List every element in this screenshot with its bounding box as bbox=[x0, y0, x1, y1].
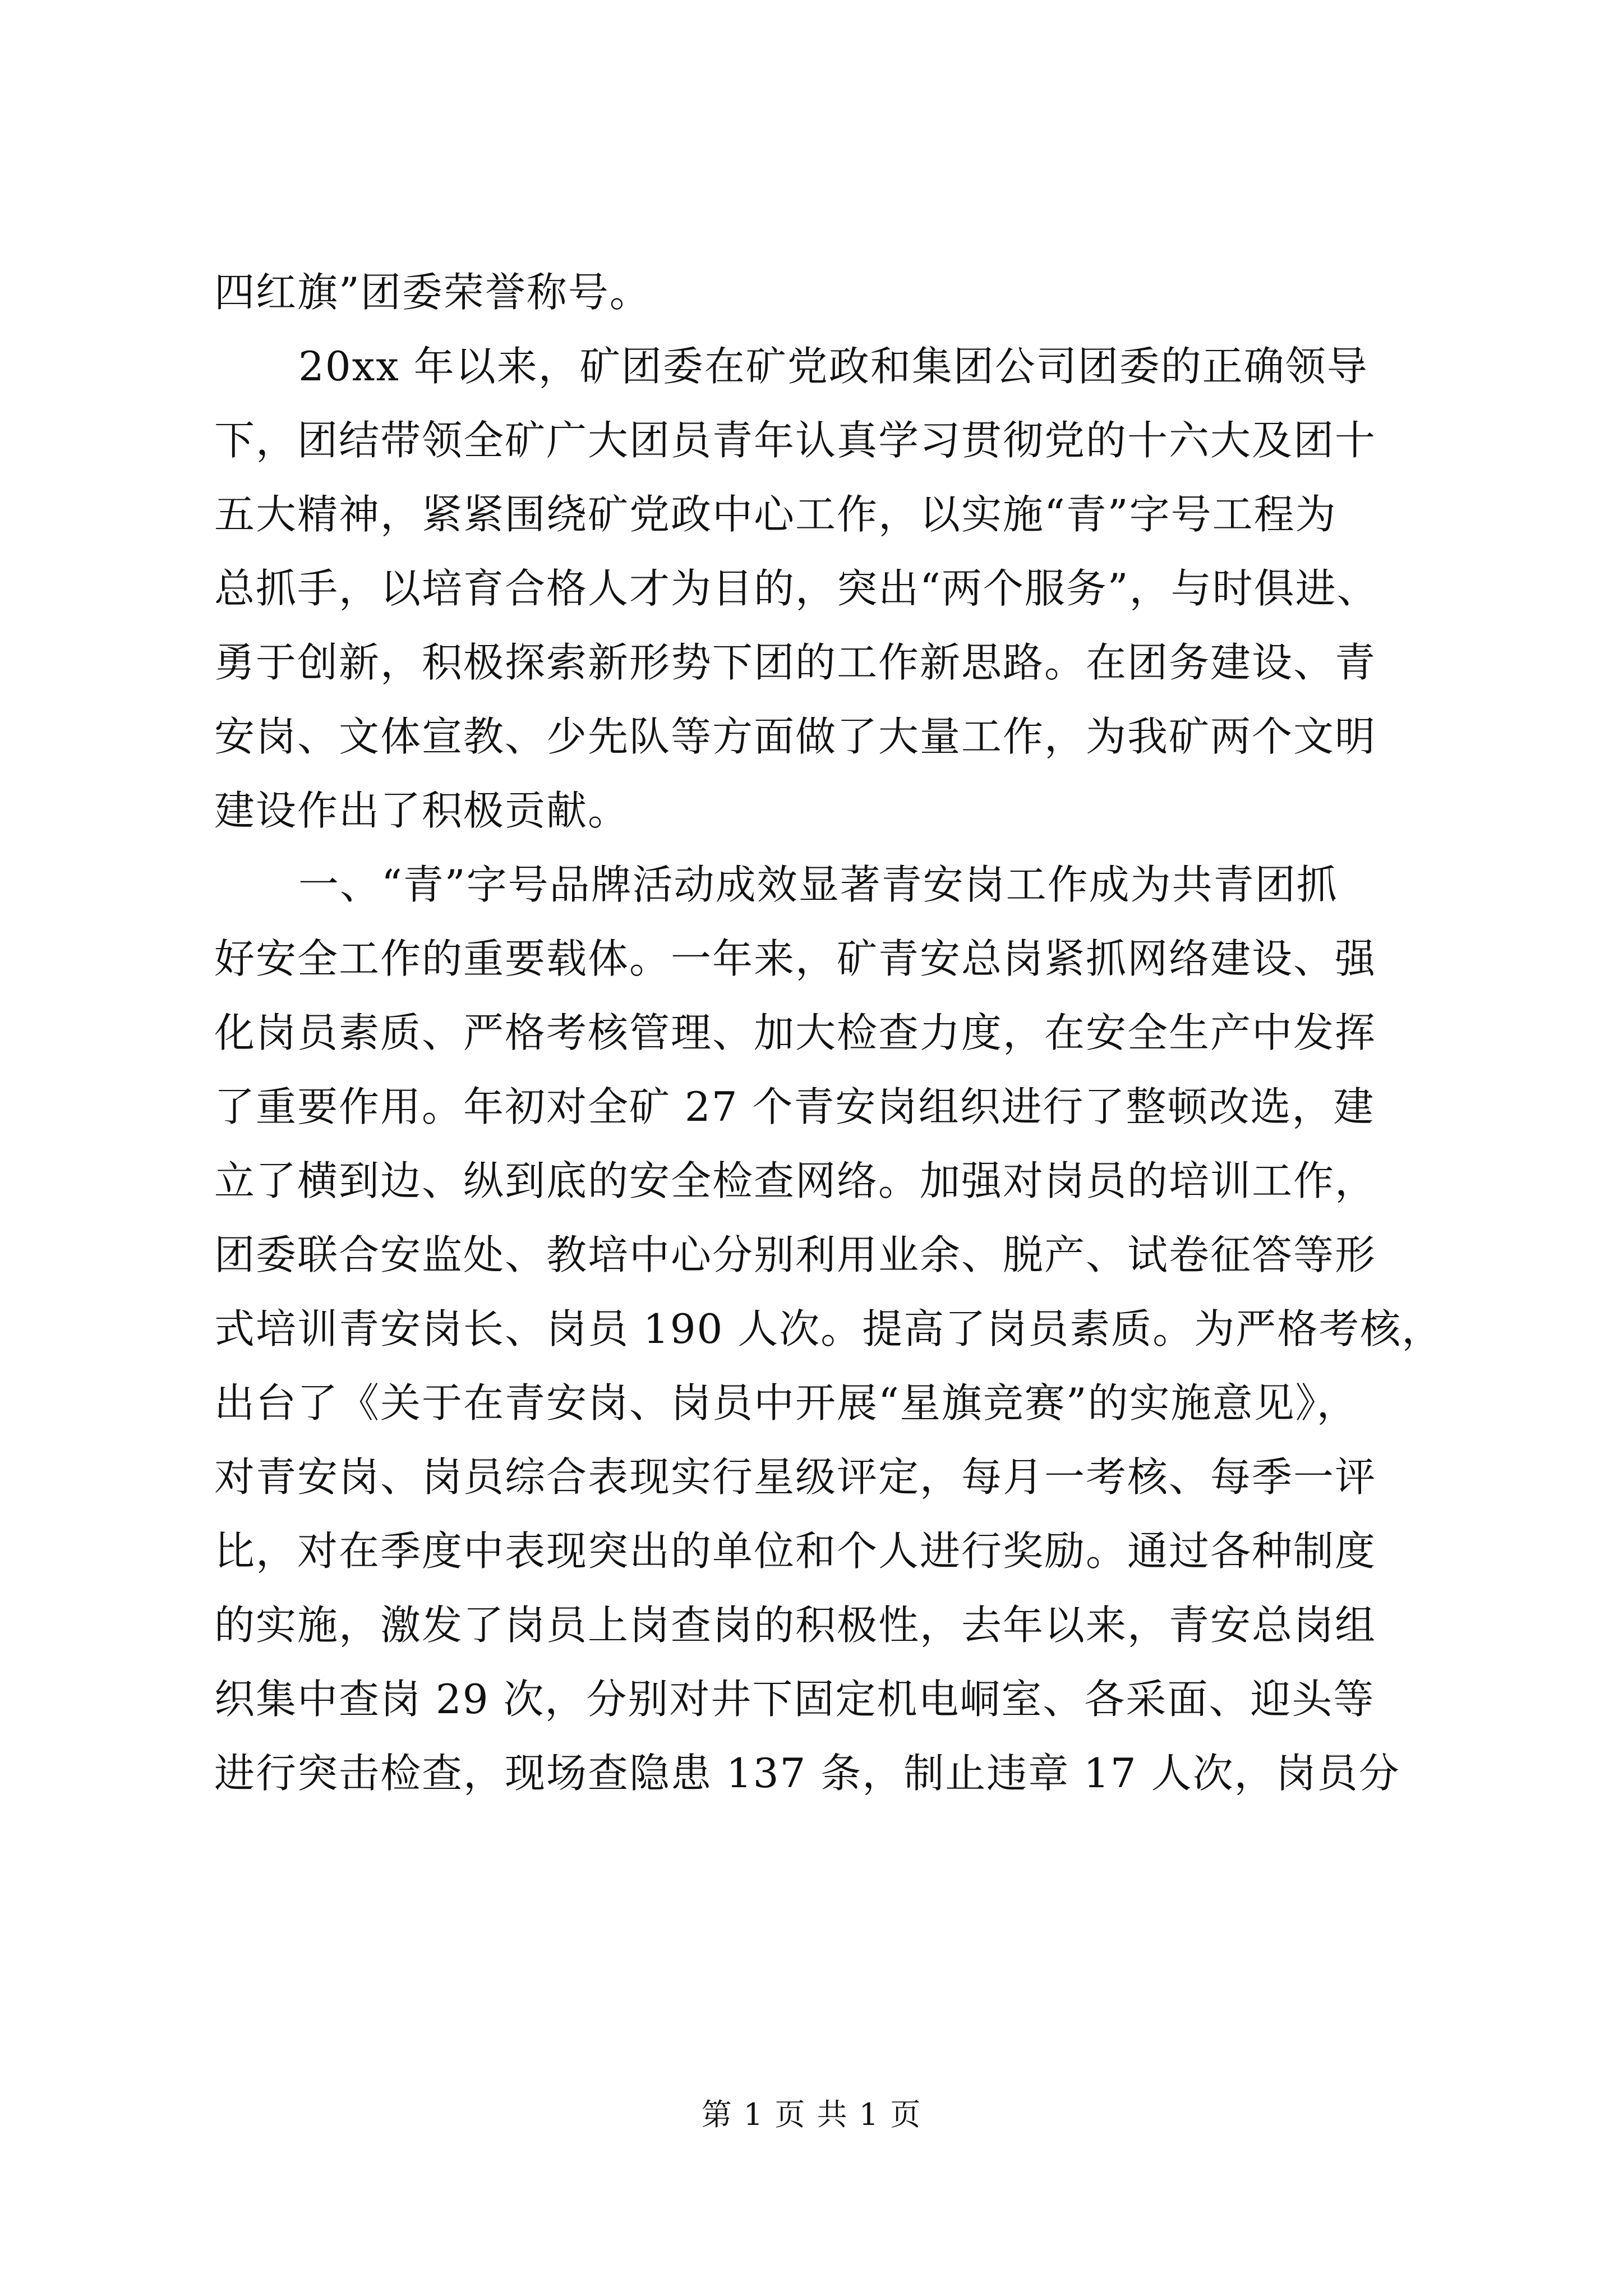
text-line: 的实施，激发了岗员上岗查岗的积极性，去年以来，青安总岗组 bbox=[214, 1602, 1377, 1649]
text-line: 对青安岗、岗员综合表现实行星级评定，每月一考核、每季一评 bbox=[214, 1453, 1377, 1501]
text-line: 了重要作用。年初对全矿 27 个青安岗组织进行了整顿改选，建 bbox=[214, 1083, 1375, 1130]
text-line: 进行突击检查，现场查隐患 137 条，制止违章 17 人次，岗员分 bbox=[214, 1750, 1400, 1797]
text-line: 五大精神，紧紧围绕矿党政中心工作，以实施“青”字号工程为 bbox=[214, 491, 1337, 538]
text-line: 化岗员素质、严格考核管理、加大检查力度，在安全生产中发挥 bbox=[214, 1009, 1377, 1056]
body-text bbox=[214, 255, 1444, 1810]
text-line: 安岗、文体宣教、少先队等方面做了大量工作，为我矿两个文明 bbox=[214, 713, 1377, 760]
page-number-footer: 第 1 页 共 1 页 bbox=[701, 2097, 922, 2132]
text-line: 一、“青”字号品牌活动成效显著青安岗工作成为共青团抓 bbox=[298, 861, 1338, 908]
text-line: 式培训青安岗长、岗员 190 人次。提高了岗员素质。为严格考核， bbox=[214, 1305, 1444, 1352]
text-line: 立了横到边、纵到底的安全检查网络。加强对岗员的培训工作， bbox=[214, 1157, 1377, 1204]
text-line: 建设作出了积极贡献。 bbox=[214, 787, 630, 834]
text-line: 比，对在季度中表现突出的单位和个人进行奖励。通过各种制度 bbox=[214, 1527, 1377, 1575]
text-line: 团委联合安监处、教培中心分别利用业余、脱产、试卷征答等形 bbox=[214, 1231, 1377, 1278]
text-line: 织集中查岗 29 次，分别对井下固定机电峒室、各采面、迎头等 bbox=[214, 1676, 1375, 1723]
text-line: 出台了《关于在青安岗、岗员中开展“星旗竞赛”的实施意见》， bbox=[214, 1379, 1358, 1427]
text-line: 勇于创新，积极探索新形势下团的工作新思路。在团务建设、青 bbox=[214, 639, 1377, 686]
text-line: 四红旗”团委荣誉称号。 bbox=[214, 269, 651, 316]
text-line: 总抓手，以培育合格人才为目的，突出“两个服务”，与时俱进、 bbox=[214, 565, 1378, 612]
text-line: 20xx 年以来，矿团委在矿党政和集团公司团委的正确领导 bbox=[298, 343, 1368, 390]
text-line: 好安全工作的重要载体。一年来，矿青安总岗紧抓网络建设、强 bbox=[214, 935, 1377, 982]
text-line: 下，团结带领全矿广大团员青年认真学习贯彻党的十六大及团十 bbox=[214, 417, 1377, 464]
